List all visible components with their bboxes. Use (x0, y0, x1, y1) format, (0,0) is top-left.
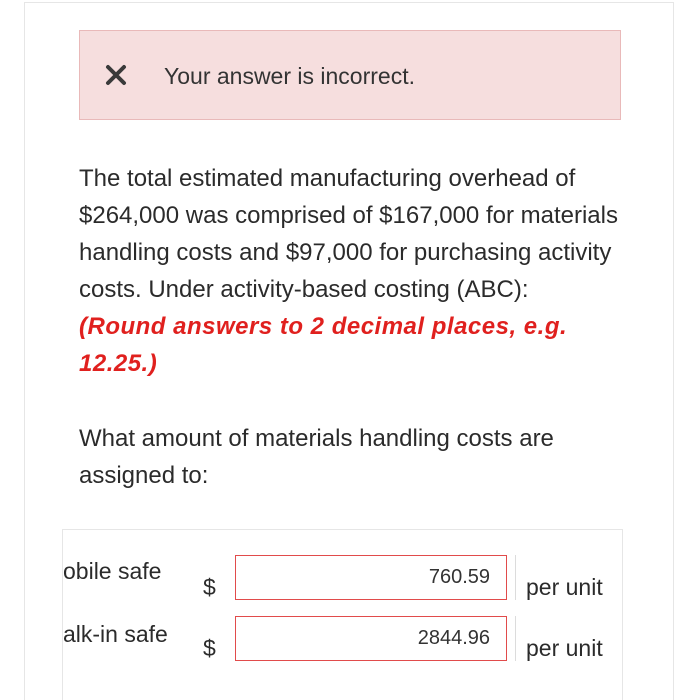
currency-symbol: $ (203, 574, 216, 600)
question-prompt: What amount of materials handling costs are assigned to: (79, 425, 554, 489)
unit-label: per unit (526, 635, 603, 661)
row-label: obile safe (63, 558, 162, 584)
column-divider (515, 616, 516, 661)
currency-symbol: $ (203, 635, 216, 661)
question-body: The total estimated manufacturing overhead of $264,000 was comprised of $167,000 for materials handling costs and $97,000 for purchasing activity costs. Under activity-based costing (ABC): (79, 165, 618, 303)
x-mark-icon (104, 63, 128, 87)
question-text (79, 160, 619, 382)
unit-label: per unit (526, 574, 603, 600)
row-label: alk-in safe (63, 621, 168, 647)
feedback-alert (79, 30, 621, 120)
feedback-message: Your answer is incorrect. (164, 63, 415, 89)
answer-row-walk-in-safe (63, 608, 623, 668)
answer-row-mobile-safe (63, 547, 623, 607)
mobile-safe-amount-input[interactable] (235, 555, 507, 600)
rounding-instruction: (Round answers to 2 decimal places, e.g. 12.25.) (79, 313, 568, 377)
answer-table (62, 529, 623, 700)
column-divider (515, 555, 516, 600)
walk-in-safe-amount-input[interactable] (235, 616, 507, 661)
